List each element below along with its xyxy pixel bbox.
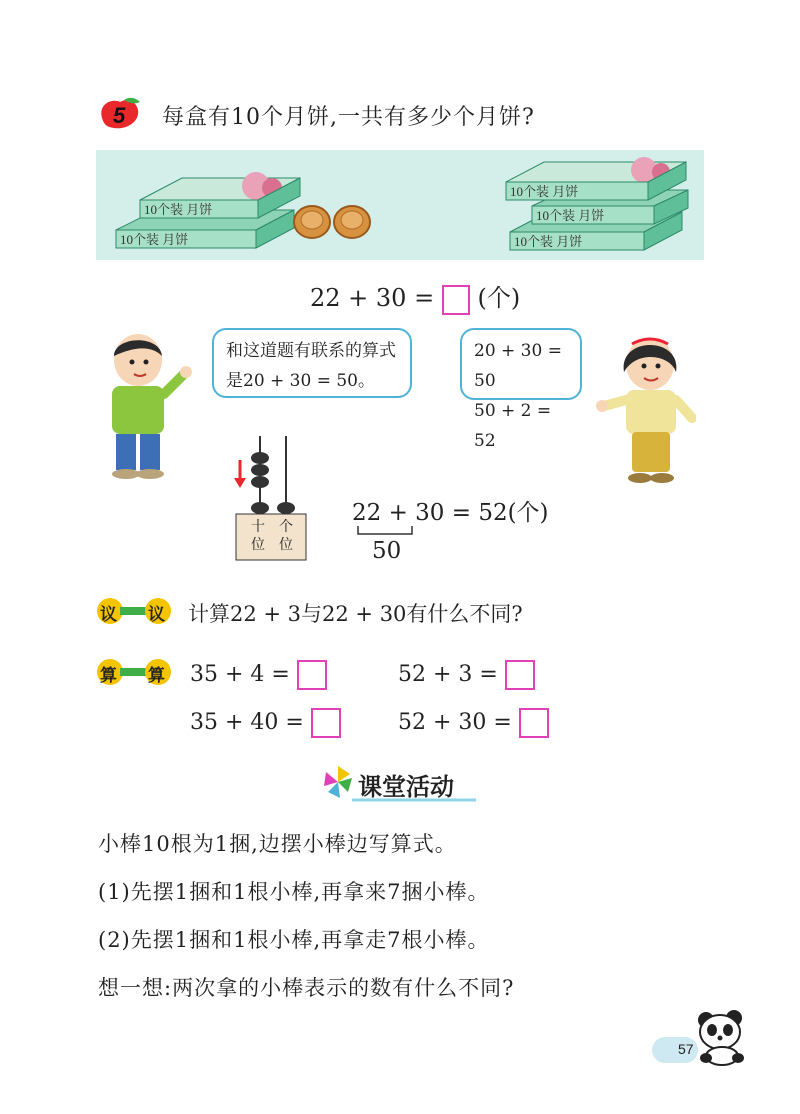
calculate-tag bbox=[96, 658, 172, 686]
page-number-tab bbox=[652, 1037, 698, 1063]
calculate-tag-b: 算 bbox=[148, 666, 165, 686]
tens-label: 十 位 bbox=[251, 519, 265, 553]
discuss-question: 计算22 + 3与22 + 30有什么不同? bbox=[188, 602, 523, 626]
abacus-equation: 22 + 30 = 52(个) bbox=[352, 500, 549, 526]
partial-sum: 50 bbox=[372, 538, 402, 564]
answer-box[interactable] bbox=[442, 285, 470, 315]
boy-bubble-line2: 是20 + 30 = 50。 bbox=[226, 371, 375, 391]
activity-heading bbox=[322, 764, 482, 804]
problem-number-badge bbox=[96, 96, 142, 132]
box-label: 10个装 月饼 bbox=[510, 184, 579, 199]
activity-pinwheel-icon bbox=[324, 766, 352, 798]
girl-bubble-line1: 20 + 30 = 50 bbox=[474, 341, 562, 391]
panda-icon bbox=[694, 1008, 750, 1066]
boy-speech-bubble bbox=[212, 328, 412, 398]
box-label: 10个装 月饼 bbox=[514, 234, 583, 249]
discuss-tag-b: 议 bbox=[148, 605, 165, 625]
boy-illustration bbox=[100, 330, 196, 480]
main-equation bbox=[310, 278, 520, 315]
activity-line-1: 小棒10根为1捆,边摆小棒边写算式。 bbox=[98, 832, 457, 856]
mooncake-illustration bbox=[96, 150, 704, 260]
calculate-tag-a: 算 bbox=[100, 666, 117, 686]
bracket-line bbox=[356, 524, 416, 538]
activity-title: 课堂活动 bbox=[358, 773, 454, 801]
answer-box[interactable] bbox=[519, 708, 549, 738]
answer-box[interactable] bbox=[297, 660, 327, 690]
girl-speech-bubble bbox=[460, 328, 582, 451]
girl-bubble-line2: 50 + 2 = 52 bbox=[474, 401, 552, 451]
abacus-drawing bbox=[226, 432, 318, 562]
problem-number: 5 bbox=[113, 103, 126, 128]
calc-item-2: 52 + 3 = bbox=[398, 660, 535, 690]
page-number: 57 bbox=[678, 1041, 694, 1057]
ones-label: 个 位 bbox=[279, 519, 293, 553]
main-equation-unit: (个) bbox=[477, 284, 521, 312]
activity-line-2: (1)先摆1捆和1根小棒,再拿来7捆小棒。 bbox=[98, 880, 490, 904]
answer-box[interactable] bbox=[311, 708, 341, 738]
discuss-tag bbox=[96, 597, 172, 625]
problem-question: 每盒有10个月饼,一共有多少个月饼? bbox=[162, 105, 535, 130]
activity-line-4: 想一想:两次拿的小棒表示的数有什么不同? bbox=[98, 976, 515, 1000]
box-label: 10个装 月饼 bbox=[536, 208, 605, 223]
activity-line-3: (2)先摆1捆和1根小棒,再拿走7根小棒。 bbox=[98, 928, 490, 952]
answer-box[interactable] bbox=[505, 660, 535, 690]
mooncake-box bbox=[506, 157, 686, 200]
girl-illustration bbox=[596, 332, 696, 484]
mooncake bbox=[294, 206, 330, 238]
calc-item-1: 35 + 4 = bbox=[190, 660, 327, 690]
box-label: 10个装 月饼 bbox=[144, 202, 213, 217]
abacus bbox=[226, 432, 318, 562]
mooncake bbox=[334, 206, 370, 238]
mooncake-boxes-illustration bbox=[96, 150, 704, 260]
box-label: 10个装 月饼 bbox=[120, 232, 189, 247]
main-equation-left: 22 + 30 = bbox=[310, 284, 435, 312]
calc-item-4: 52 + 30 = bbox=[398, 708, 549, 738]
calc-item-3: 35 + 40 = bbox=[190, 708, 341, 738]
boy-bubble-line1: 和这道题有联系的算式 bbox=[226, 341, 396, 361]
discuss-tag-a: 议 bbox=[100, 605, 117, 625]
down-arrow-icon bbox=[234, 478, 246, 488]
